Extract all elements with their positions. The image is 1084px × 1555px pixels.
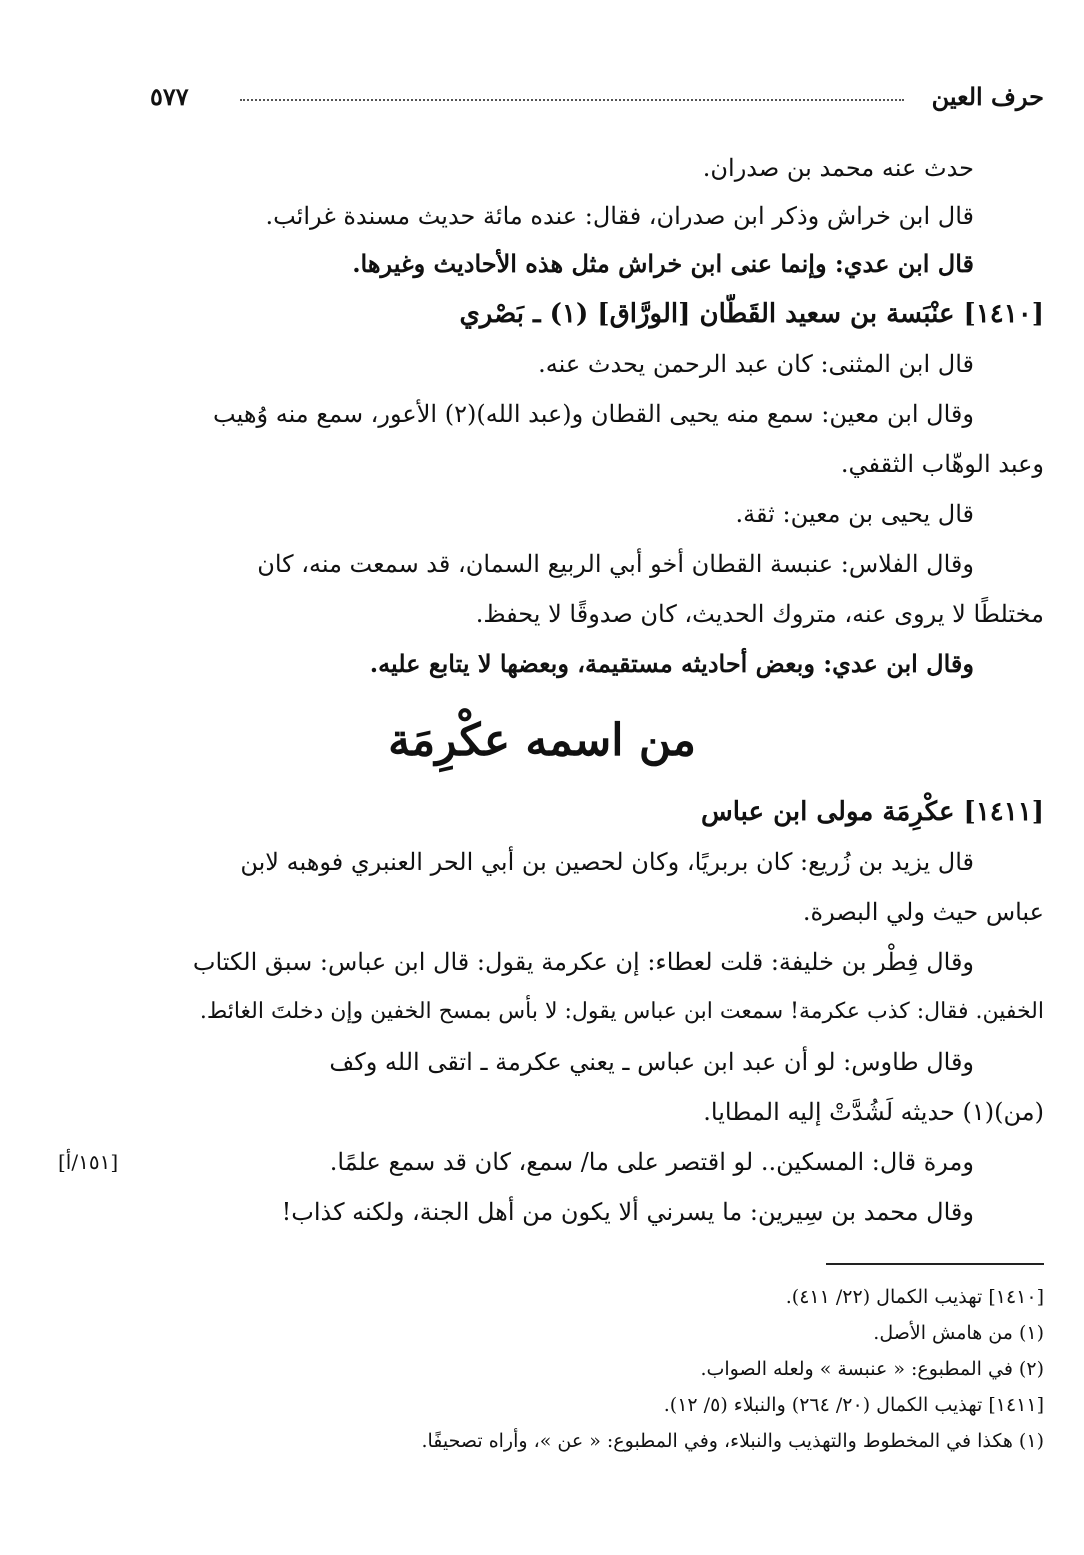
running-header [150,82,1044,122]
chapter-title: حرف العين [931,82,1044,111]
text-line: وقال طاوس: لو أن عبد ابن عباس ـ يعني عكرمة ـ اتقى الله وكف [329,1048,974,1076]
text-line: الخفين. فقال: كذب عكرمة! سمعت ابن عباس يقول: لا بأس بمسح الخفين وإن دخلتَ الغائط. [199,999,1044,1024]
footnote: (١) هكذا في المخطوط والتهذيب والنبلاء، وفي المطبوع: « عن »، وأراه تصحيفًا. [421,1430,1044,1452]
entry-heading-1410: [١٤١٠] عنْبَسة بن سعيد القَطَّان [الورَّاق] (١) ـ بَصْري [459,299,1044,329]
text-line: حدث عنه محمد بن صدران. [702,154,974,182]
section-title: من اسمه عكْرِمَة [388,715,696,766]
text-line: وقال ابن معين: سمع منه يحيى القطان و(عبد الله)(٢) الأعور، سمع منه وُهيب [213,400,974,428]
footnote: (٢) في المطبوع: « عنبسة » ولعله الصواب. [700,1358,1044,1380]
text-line: وقال الفلاس: عنبسة القطان أخو أبي الربيع السمان، قد سمعت منه، كان [257,550,974,578]
margin-folio-reference: [١٥١/أ] [58,1150,119,1174]
text-line: وقال محمد بن سِيرين: ما يسرني ألا يكون من أهل الجنة، ولكنه كذاب! [281,1198,974,1226]
footnote: [١٤١١] تهذيب الكمال (٢٠/ ٢٦٤) والنبلاء (٥/ ١٢). [663,1394,1044,1416]
text-line: ومرة قال: المسكين.. لو اقتصر على ما/ سمع، كان قد سمع علمًا. [329,1148,974,1176]
text-line: (من)(١) حديثه لَشُدَّتْ إليه المطايا. [703,1098,1044,1126]
text-line: قال يحيى بن معين: ثقة. [735,500,974,528]
text-line: وقال فِطْر بن خليفة: قلت لعطاء: إن عكرمة يقول: قال ابن عباس: سبق الكتاب [192,948,974,976]
footnote: [١٤١٠] تهذيب الكمال (٢٢/ ٤١١). [785,1286,1044,1308]
text-line: مختلطًا لا يروى عنه، متروك الحديث، كان صدوقًا لا يحفظ. [475,600,1044,628]
text-line: قال ابن المثنى: كان عبد الرحمن يحدث عنه. [538,350,974,378]
text-line: قال يزيد بن زُريع: كان بربريًا، وكان لحصين بن أبي الحر العنبري فوهبه لابن [240,848,974,876]
entry-heading-1411: [١٤١١] عكْرِمَة مولى ابن عباس [701,797,1044,827]
text-line: وعبد الوهّاب الثقفي. [840,450,1044,478]
text-line: قال ابن خراش وذكر ابن صدران، فقال: عنده مائة حديث مسندة غرائب. [265,202,974,230]
text-line: عباس حيث ولي البصرة. [802,898,1044,926]
footnote: (١) من هامش الأصل. [873,1322,1044,1344]
page-number: ٥٧٧ [150,82,189,111]
text-line: قال ابن عدي: وإنما عنى ابن خراش مثل هذه الأحاديث وغيرها. [352,249,974,278]
text-line: وقال ابن عدي: وبعض أحاديثه مستقيمة، وبعضها لا يتابع عليه. [369,649,974,678]
header-dotted-rule [240,99,904,101]
footnote-separator [826,1263,1044,1265]
